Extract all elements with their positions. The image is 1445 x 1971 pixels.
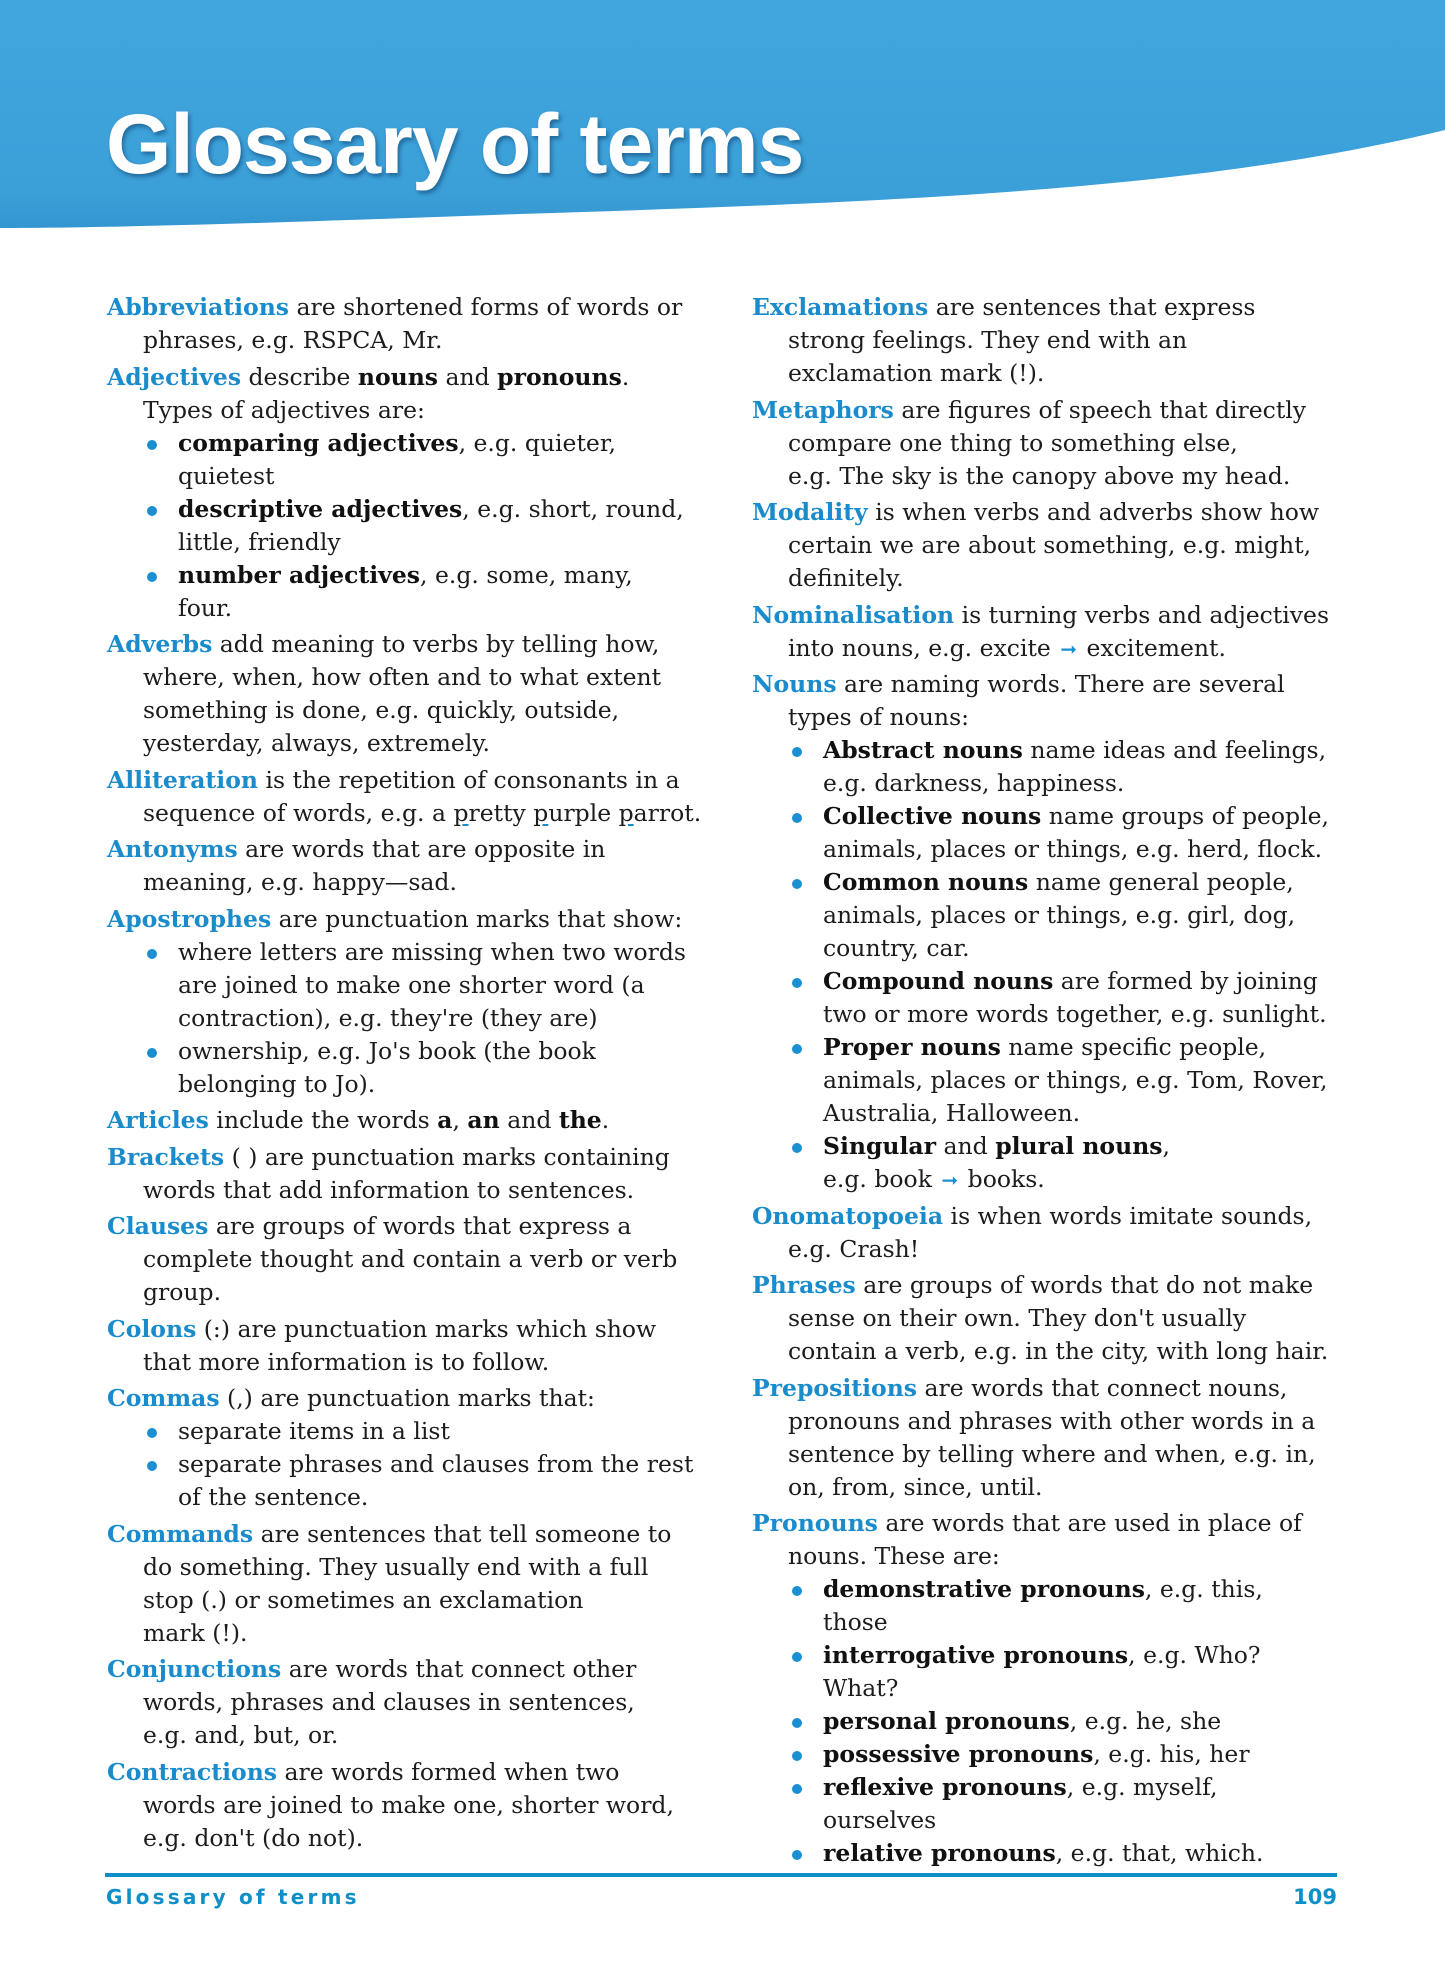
glossary-entry — [107, 1141, 717, 1207]
definition-text: of the sentence. — [178, 1483, 369, 1511]
definition-text: e.g. don't (do not). — [143, 1823, 364, 1852]
bold-keyword: interrogative pronouns — [823, 1641, 1129, 1669]
underlined-letter: p — [533, 798, 549, 827]
definition-text: exclamation mark (!). — [788, 359, 1045, 387]
text-line — [107, 1719, 717, 1752]
definition-text: and — [936, 1132, 996, 1160]
glossary-term: Alliteration — [107, 765, 258, 794]
bullet-icon — [147, 572, 157, 582]
bullet-item-line — [752, 1130, 1362, 1163]
definition-text: are sentences that tell someone to — [253, 1519, 672, 1548]
text-line — [107, 1686, 717, 1719]
text-line — [107, 1346, 717, 1379]
definition-text: are groups of words that express a — [208, 1212, 632, 1240]
glossary-term: Antonyms — [107, 835, 238, 863]
text-line — [752, 394, 1362, 427]
definition-text: name specific people, — [1000, 1033, 1267, 1061]
bullet-icon — [792, 1143, 802, 1153]
arrow-right-icon: ➞ — [1060, 636, 1078, 661]
definition-text: urple — [548, 798, 619, 827]
definition-text: are figures of speech that directly — [893, 395, 1307, 424]
bullet-item-line — [752, 1639, 1362, 1672]
page-number: 109 — [1293, 1885, 1337, 1909]
underlined-letter: p — [453, 798, 469, 827]
glossary-entry — [752, 1507, 1362, 1870]
text-line — [107, 1141, 717, 1174]
bullet-icon — [147, 1428, 157, 1438]
definition-text: Types of adjectives are: — [143, 395, 425, 424]
arrow-right-icon: ➞ — [941, 1168, 959, 1192]
text-line — [107, 903, 717, 936]
text-line — [107, 661, 717, 694]
definition-text: where, when, how often and to what extent — [143, 663, 662, 691]
bullet-icon — [147, 440, 157, 450]
definition-text: , e.g. his, her — [1093, 1740, 1250, 1768]
bullet-icon — [792, 1586, 802, 1596]
text-line — [752, 599, 1362, 632]
bullet-icon — [792, 879, 802, 889]
definition-text: are punctuation marks that show: — [271, 904, 683, 933]
text-line — [752, 668, 1362, 701]
definition-text: e.g. The sky is the canopy above my head. — [788, 461, 1291, 490]
definition-text: four. — [178, 593, 233, 622]
text-line — [752, 701, 1362, 734]
glossary-entry — [752, 496, 1362, 595]
definition-text: are groups of words that do not make — [855, 1271, 1314, 1299]
text-line — [107, 1584, 717, 1617]
text-line — [752, 460, 1362, 493]
definition-text: do something. They usually end with a full — [143, 1552, 649, 1581]
bullet-item-line — [107, 493, 717, 526]
glossary-term: Phrases — [752, 1271, 856, 1299]
definition-text: (:) are punctuation marks which show — [196, 1314, 657, 1343]
text-line — [107, 1617, 717, 1650]
bullet-item-line — [107, 1068, 717, 1101]
definition-text: . — [601, 1106, 610, 1134]
text-line — [107, 1243, 717, 1276]
definition-text: are shortened forms of words or — [289, 293, 683, 321]
glossary-entry — [107, 1210, 717, 1309]
definition-text: on, from, since, until. — [788, 1472, 1043, 1501]
definition-text: add meaning to verbs by telling how, — [212, 630, 660, 658]
bullet-item-line — [107, 526, 717, 559]
definition-text: where letters are missing when two words — [178, 937, 686, 966]
glossary-entry — [752, 599, 1362, 665]
glossary-term: Colons — [107, 1314, 197, 1343]
definition-text: name groups of people, — [1041, 802, 1329, 830]
definition-text: yesterday, always, extremely. — [143, 729, 490, 757]
glossary-term: Abbreviations — [107, 293, 290, 321]
definition-text: phrases, e.g. RSPCA, Mr. — [143, 326, 443, 354]
glossary-term: Adverbs — [107, 630, 213, 658]
text-line — [107, 1313, 717, 1346]
underlined-letter: p — [618, 798, 634, 827]
text-line — [752, 1269, 1362, 1302]
definition-text: books. — [960, 1165, 1045, 1193]
text-line — [107, 1210, 717, 1243]
bullet-item-line — [752, 866, 1362, 899]
glossary-term: Onomatopoeia — [752, 1201, 944, 1230]
bold-keyword: plural nouns — [995, 1132, 1163, 1160]
definition-text: , — [452, 1106, 468, 1134]
glossary-term: Prepositions — [752, 1373, 918, 1402]
definition-text: , e.g. that, which. — [1055, 1839, 1264, 1867]
definition-text: , e.g. he, she — [1069, 1707, 1222, 1735]
definition-text: include the words — [208, 1106, 438, 1134]
bullet-item-line — [752, 1163, 1362, 1196]
text-line — [107, 866, 717, 899]
definition-text: meaning, e.g. happy—sad. — [143, 868, 457, 896]
bullet-item-line — [752, 1771, 1362, 1804]
text-line — [752, 1540, 1362, 1573]
bold-keyword: pronouns — [497, 362, 622, 391]
definition-text: and — [438, 362, 498, 391]
glossary-entry — [752, 1372, 1362, 1504]
text-line — [752, 562, 1362, 595]
glossary-entry — [107, 291, 717, 357]
text-line — [752, 1335, 1362, 1368]
glossary-term: Apostrophes — [107, 904, 272, 933]
text-line — [107, 628, 717, 661]
text-line — [107, 764, 717, 797]
text-line — [107, 1789, 717, 1822]
bullet-item-line — [752, 1097, 1362, 1130]
definition-text: complete thought and contain a verb or verb — [143, 1245, 678, 1273]
bullet-item-line — [107, 427, 717, 460]
bullet-icon — [792, 1751, 802, 1761]
definition-text: belonging to Jo). — [178, 1069, 376, 1098]
glossary-entry — [107, 1313, 717, 1379]
bold-keyword: Compound nouns — [823, 967, 1054, 995]
bullet-icon — [792, 747, 802, 757]
definition-text: are sentences that express — [928, 293, 1256, 321]
definition-text: , e.g. this, — [1144, 1575, 1263, 1603]
glossary-entry — [107, 1104, 717, 1137]
bullet-icon — [147, 506, 157, 516]
bullet-item-line — [752, 965, 1362, 998]
text-line — [107, 1518, 717, 1551]
definition-text: e.g. and, but, or. — [143, 1721, 339, 1749]
definition-text: contraction), e.g. they're (they are) — [178, 1003, 598, 1032]
bullet-item-line — [752, 1804, 1362, 1837]
definition-text: separate phrases and clauses from the rest — [178, 1450, 694, 1478]
glossary-entry — [107, 1756, 717, 1855]
glossary-entry — [107, 361, 717, 625]
bullet-item-line — [752, 1573, 1362, 1606]
definition-text: is when verbs and adverbs show how — [867, 498, 1320, 526]
glossary-term: Contractions — [107, 1757, 278, 1786]
bullet-icon — [792, 1044, 802, 1054]
definition-text: , e.g. myself, — [1066, 1773, 1218, 1801]
text-line — [752, 1507, 1362, 1540]
definition-text: country, car. — [823, 934, 970, 962]
bold-keyword: Abstract nouns — [823, 736, 1023, 764]
text-line — [107, 1174, 717, 1207]
glossary-term: Nominalisation — [752, 600, 955, 629]
bullet-item-line — [107, 936, 717, 969]
text-line — [752, 1471, 1362, 1504]
glossary-entry — [107, 1518, 717, 1650]
glossary-entry — [752, 1200, 1362, 1266]
definition-text: words are joined to make one, shorter word, — [143, 1790, 674, 1819]
bullet-item-line — [752, 1672, 1362, 1705]
definition-text: is the repetition of consonants in a — [257, 765, 680, 794]
definition-text: words, phrases and clauses in sentences, — [143, 1688, 635, 1716]
definition-text: something is done, e.g. quickly, outside, — [143, 696, 620, 724]
bold-keyword: an — [467, 1106, 500, 1134]
definition-text: describe — [241, 362, 358, 391]
footer-divider — [105, 1873, 1337, 1877]
definition-text: strong feelings. They end with an — [788, 326, 1188, 354]
text-line — [752, 1438, 1362, 1471]
bullet-item-line — [752, 833, 1362, 866]
definition-text: arrot. — [633, 798, 702, 827]
bullet-icon — [147, 1461, 157, 1471]
definition-text: little, friendly — [178, 527, 341, 556]
text-line — [107, 797, 717, 830]
bold-keyword: descriptive adjectives — [178, 494, 463, 523]
text-line — [107, 694, 717, 727]
definition-text: sequence of words, e.g. a — [143, 798, 454, 827]
bold-keyword: possessive pronouns — [823, 1740, 1094, 1768]
glossary-entry — [107, 1382, 717, 1514]
bold-keyword: Collective nouns — [823, 802, 1042, 830]
bullet-icon — [792, 1784, 802, 1794]
definition-text: excitement. — [1079, 633, 1226, 662]
definition-text: , e.g. some, many, — [420, 560, 633, 589]
bold-keyword: comparing adjectives — [178, 428, 459, 457]
text-line — [107, 1756, 717, 1789]
glossary-entry — [107, 628, 717, 760]
text-line — [107, 1653, 717, 1686]
text-line — [752, 1372, 1362, 1405]
glossary-term: Exclamations — [752, 293, 929, 321]
definition-text: retty — [468, 798, 534, 827]
bullet-item-line — [752, 1705, 1362, 1738]
glossary-entry — [107, 833, 717, 899]
definition-text: certain we are about something, e.g. might, — [788, 531, 1312, 559]
definition-text: ownership, e.g. Jo's book (the book — [178, 1036, 596, 1065]
text-line — [752, 496, 1362, 529]
bullet-icon — [792, 1652, 802, 1662]
definition-text: nouns. These are: — [788, 1542, 1000, 1570]
glossary-term: Clauses — [107, 1212, 209, 1240]
bold-keyword: reflexive pronouns — [823, 1773, 1067, 1801]
text-line — [752, 324, 1362, 357]
definition-text: name ideas and feelings, — [1022, 736, 1327, 764]
header-banner — [0, 0, 1445, 240]
glossary-entry — [107, 764, 717, 830]
definition-text: are words that are opposite in — [237, 835, 606, 863]
bold-keyword: demonstrative pronouns — [823, 1575, 1145, 1603]
glossary-term: Modality — [752, 498, 868, 526]
definition-text: two or more words together, e.g. sunlight. — [823, 1000, 1327, 1028]
definition-text: words that add information to sentences. — [143, 1175, 635, 1204]
definition-text: group. — [143, 1278, 222, 1306]
text-line — [107, 1382, 717, 1415]
definition-text: , — [1162, 1132, 1170, 1160]
text-line — [752, 1233, 1362, 1266]
definition-text: stop (.) or sometimes an exclamation — [143, 1585, 584, 1614]
glossary-entry — [752, 1269, 1362, 1368]
glossary-term: Brackets — [107, 1142, 225, 1171]
definition-text: are words that connect other — [281, 1655, 637, 1683]
definition-text: animals, places or things, e.g. herd, flock. — [823, 835, 1323, 863]
glossary-column-right — [752, 291, 1362, 1874]
definition-text: . — [621, 362, 630, 391]
bullet-item-line — [107, 592, 717, 625]
definition-text: that more information is to follow. — [143, 1347, 550, 1376]
glossary-entry — [107, 903, 717, 1101]
bold-keyword: Proper nouns — [823, 1033, 1001, 1061]
definition-text: Australia, Halloween. — [823, 1099, 1081, 1127]
text-line — [107, 1104, 717, 1137]
glossary-term: Articles — [107, 1106, 209, 1134]
text-line — [107, 361, 717, 394]
definition-text: are formed by joining — [1053, 967, 1318, 995]
text-line — [752, 632, 1362, 665]
definition-text: pronouns and phrases with other words in a — [788, 1406, 1316, 1435]
bullet-icon — [792, 978, 802, 988]
glossary-term: Nouns — [752, 670, 837, 698]
definition-text: e.g. book — [823, 1165, 940, 1193]
glossary-term: Conjunctions — [107, 1655, 282, 1683]
bold-keyword: nouns — [357, 362, 439, 391]
definition-text: sentence by telling where and when, e.g. in, — [788, 1439, 1316, 1468]
bullet-item-line — [107, 460, 717, 493]
bullet-item-line — [107, 1002, 717, 1035]
text-line — [107, 394, 717, 427]
bullet-item-line — [107, 1448, 717, 1481]
text-line — [752, 1405, 1362, 1438]
definition-text: are words that connect nouns, — [917, 1373, 1288, 1402]
definition-text: What? — [823, 1674, 899, 1702]
text-line — [107, 833, 717, 866]
glossary-entry — [752, 291, 1362, 390]
definition-text: quietest — [178, 461, 275, 490]
bullet-item-line — [752, 1606, 1362, 1639]
definition-text: are words formed when two — [277, 1757, 620, 1786]
bold-keyword: the — [558, 1106, 602, 1134]
definition-text: mark (!). — [143, 1618, 248, 1647]
bullet-item-line — [752, 800, 1362, 833]
bullet-item-line — [752, 1738, 1362, 1771]
definition-text: those — [823, 1608, 888, 1636]
text-line — [107, 727, 717, 760]
bold-keyword: a — [437, 1106, 453, 1134]
bullet-item-line — [107, 1481, 717, 1514]
bullet-item-line — [107, 969, 717, 1002]
definition-text: e.g. Crash! — [788, 1234, 920, 1263]
bullet-icon — [147, 1048, 157, 1058]
glossary-term: Pronouns — [752, 1509, 878, 1537]
definition-text: are joined to make one shorter word (a — [178, 970, 645, 999]
definition-text: and — [499, 1106, 559, 1134]
definition-text: definitely. — [788, 564, 904, 592]
definition-text: ( ) are punctuation marks containing — [224, 1142, 670, 1171]
bullet-item-line — [107, 559, 717, 592]
definition-text: name general people, — [1028, 868, 1294, 896]
bullet-icon — [792, 1850, 802, 1860]
glossary-term: Commas — [107, 1384, 220, 1412]
bold-keyword: Common nouns — [823, 868, 1029, 896]
definition-text: is turning verbs and adjectives — [954, 600, 1330, 629]
glossary-entry — [752, 394, 1362, 493]
definition-text: is when words imitate sounds, — [943, 1201, 1313, 1230]
bullet-icon — [147, 949, 157, 959]
bullet-item-line — [107, 1035, 717, 1068]
definition-text: compare one thing to something else, — [788, 428, 1238, 457]
text-line — [107, 1276, 717, 1309]
bold-keyword: number adjectives — [178, 560, 421, 589]
glossary-column-left — [107, 291, 717, 1858]
bold-keyword: Singular — [823, 1132, 937, 1160]
definition-text: are words that are used in place of — [877, 1509, 1302, 1537]
bullet-item-line — [752, 998, 1362, 1031]
text-line — [107, 1822, 717, 1855]
bullet-item-line — [752, 767, 1362, 800]
text-line — [752, 1302, 1362, 1335]
definition-text: , e.g. quieter, — [458, 428, 616, 457]
definition-text: types of nouns: — [788, 703, 970, 731]
text-line — [752, 529, 1362, 562]
glossary-term: Adjectives — [107, 362, 242, 391]
glossary-entry — [752, 668, 1362, 1196]
bullet-item-line — [752, 1031, 1362, 1064]
definition-text: ourselves — [823, 1806, 937, 1834]
glossary-entry — [107, 1653, 717, 1752]
definition-text: , e.g. short, round, — [462, 494, 684, 523]
text-line — [752, 427, 1362, 460]
definition-text: separate items in a list — [178, 1417, 450, 1445]
text-line — [752, 357, 1362, 390]
footer-section-title: Glossary of terms — [106, 1885, 360, 1909]
page-title: Glossary of terms — [106, 97, 804, 191]
definition-text: , e.g. Who? — [1128, 1641, 1261, 1669]
text-line — [107, 1551, 717, 1584]
text-line — [752, 1200, 1362, 1233]
definition-text: sense on their own. They don't usually — [788, 1304, 1247, 1332]
bullet-icon — [792, 813, 802, 823]
definition-text: animals, places or things, e.g. Tom, Rover, — [823, 1066, 1328, 1094]
definition-text: are naming words. There are several — [836, 670, 1285, 698]
bold-keyword: personal pronouns — [823, 1707, 1070, 1735]
definition-text: into nouns, e.g. excite — [788, 633, 1059, 662]
bullet-item-line — [752, 932, 1362, 965]
bullet-item-line — [107, 1415, 717, 1448]
definition-text: animals, places or things, e.g. girl, dog, — [823, 901, 1296, 929]
definition-text: (,) are punctuation marks that: — [219, 1384, 595, 1412]
bullet-item-line — [752, 1837, 1362, 1870]
glossary-term: Commands — [107, 1519, 254, 1548]
bold-keyword: relative pronouns — [823, 1839, 1056, 1867]
bullet-item-line — [752, 1064, 1362, 1097]
text-line — [107, 291, 717, 324]
definition-text: e.g. darkness, happiness. — [823, 769, 1125, 797]
text-line — [752, 291, 1362, 324]
text-line — [107, 324, 717, 357]
definition-text: contain a verb, e.g. in the city, with long hair. — [788, 1337, 1329, 1365]
glossary-term: Metaphors — [752, 395, 894, 424]
bullet-icon — [792, 1718, 802, 1728]
bullet-item-line — [752, 734, 1362, 767]
bullet-item-line — [752, 899, 1362, 932]
